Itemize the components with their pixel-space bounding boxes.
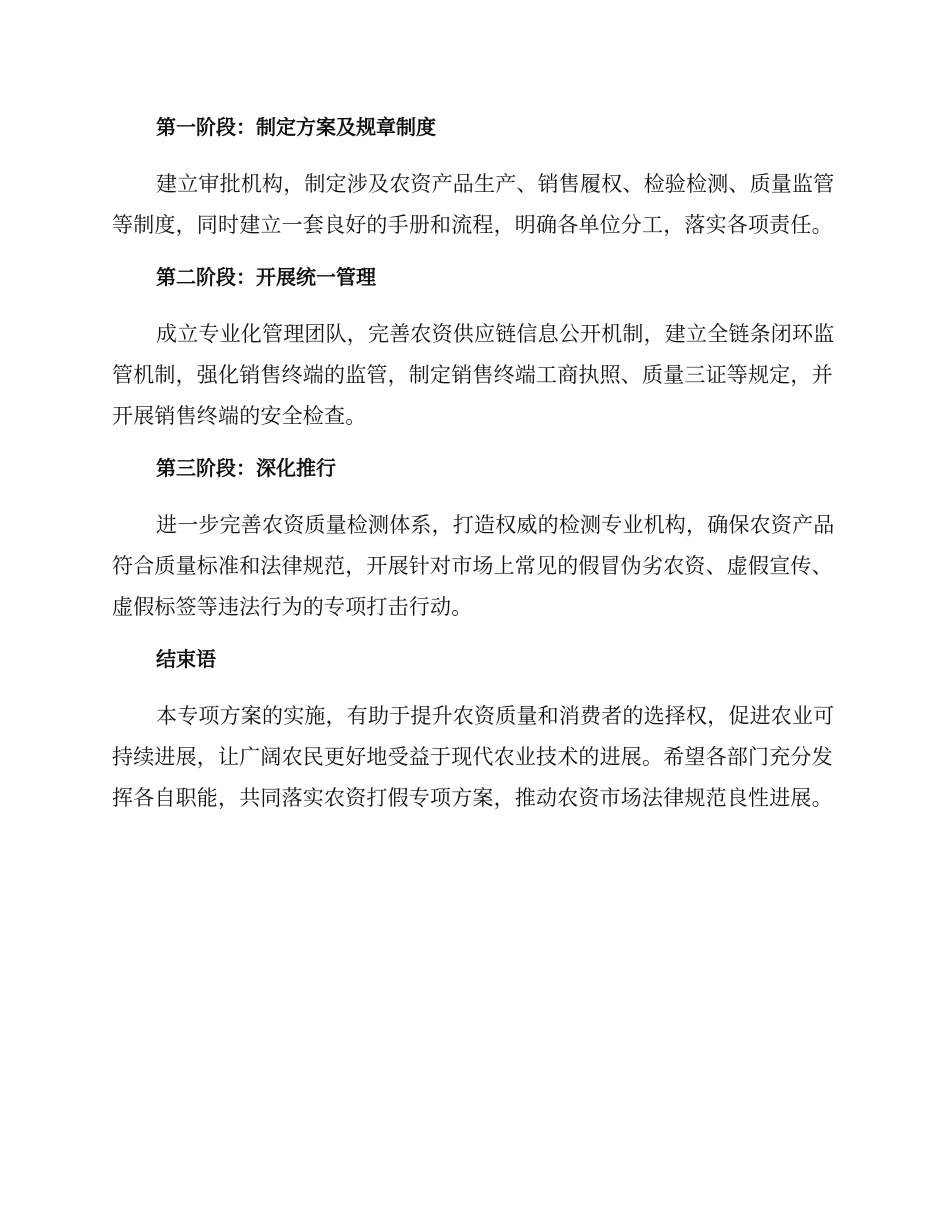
- section-paragraph-stage-3: 进一步完善农资质量检测体系，打造权威的检测专业机构，确保农资产品符合质量标准和法律规范，开展针对市场上常见的假冒伪劣农资、虚假宣传、虚假标签等违法行为的专项打击行动。: [112, 513, 835, 619]
- section-paragraph-stage-1: 建立审批机构，制定涉及农资产品生产、销售履权、检验检测、质量监管等制度，同时建立一套良好的手册和流程，明确各单位分工，落实各项责任。: [112, 172, 835, 237]
- section-heading-stage-3: 第三阶段：深化推行: [156, 456, 336, 480]
- section-paragraph-stage-2: 成立专业化管理团队，完善农资供应链信息公开机制，建立全链条闭环监管机制，强化销售终端的监管，制定销售终端工商执照、质量三证等规定，并开展销售终端的安全检查。: [112, 322, 835, 428]
- section-paragraph-conclusion: 本专项方案的实施，有助于提升农资质量和消费者的选择权，促进农业可持续进展，让广阔农民更好地受益于现代农业技术的进展。希望各部门充分发挥各自职能，共同落实农资打假专项方案，推动农资市场法律规范良性进展。: [112, 704, 835, 810]
- section-heading-stage-2: 第二阶段：开展统一管理: [156, 265, 376, 289]
- section-heading-stage-1: 第一阶段：制定方案及规章制度: [156, 115, 436, 139]
- section-heading-conclusion: 结束语: [156, 647, 216, 671]
- document-body: [112, 110, 838, 819]
